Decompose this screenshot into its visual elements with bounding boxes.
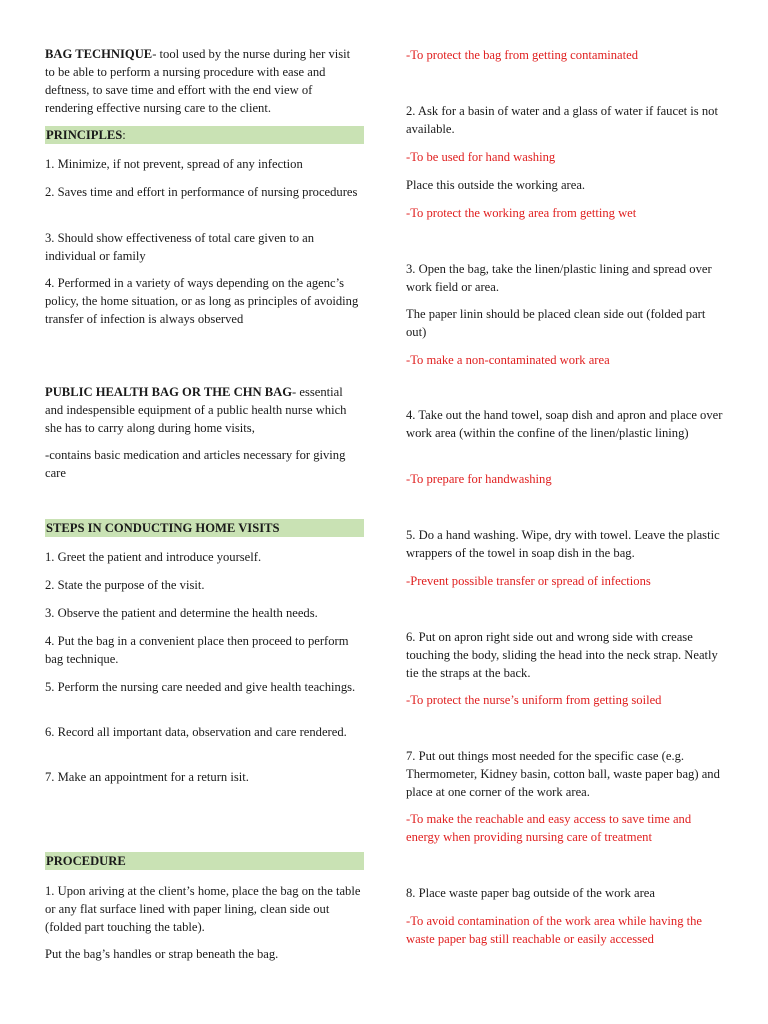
rationale-text: -To protect the working area from getting wet bbox=[406, 206, 637, 220]
step-item: 6. Record all important data, observation and care rendered. bbox=[45, 725, 347, 739]
rationale-text: -To avoid contamination of the work area while having the waste paper bag still reachable or easily accessed bbox=[406, 914, 703, 946]
chn-bag-definition: PUBLIC HEALTH BAG OR THE CHN BAG- essential and indespensible equipment of a public health nurse which she has to carry along during home visits, bbox=[45, 385, 347, 435]
principle-item: 3. Should show effectiveness of total care given to an individual or family bbox=[45, 231, 315, 263]
principle-item: 1. Minimize, if not prevent, spread of any infection bbox=[45, 157, 303, 171]
principles-heading: PRINCIPLES: bbox=[45, 126, 364, 144]
rationale-text: -To prepare for handwashing bbox=[406, 472, 552, 486]
procedure-note: Place this outside the working area. bbox=[406, 178, 586, 192]
procedure-step-3: 3. Open the bag, take the linen/plastic lining and spread over work field or area. bbox=[406, 262, 712, 294]
step-item: 4. Put the bag in a convenient place then proceed to perform bag technique. bbox=[45, 634, 349, 666]
step-item: 2. State the purpose of the visit. bbox=[45, 578, 205, 592]
procedure-step-2: 2. Ask for a basin of water and a glass of water if faucet is not available. bbox=[406, 104, 718, 136]
steps-heading: STEPS IN CONDUCTING HOME VISITS bbox=[45, 519, 364, 537]
bag-technique-term: BAG TECHNIQUE bbox=[45, 47, 153, 61]
procedure-step-1-note: Put the bag’s handles or strap beneath the bag. bbox=[45, 947, 279, 961]
chn-bag-contents: -contains basic medication and articles necessary for giving care bbox=[45, 448, 346, 480]
procedure-step-4: 4. Take out the hand towel, soap dish and apron and place over work area (within the confine of the linen/plastic lining) bbox=[406, 408, 723, 440]
principle-item: 4. Performed in a variety of ways depending on the agenc’s policy, the home situation, or as long as principles of avoiding transfer of infection is always observed bbox=[45, 276, 359, 326]
step-item: 7. Make an appointment for a return isit. bbox=[45, 770, 249, 784]
procedure-step-5: 5. Do a hand washing. Wipe, dry with towel. Leave the plastic wrappers of the towel in soap dish in the bag. bbox=[406, 528, 720, 560]
rationale-text: -To protect the nurse’s uniform from getting soiled bbox=[406, 693, 662, 707]
procedure-step-6: 6. Put on apron right side out and wrong side with crease touching the body, sliding the head into the neck strap. Neatly tie the straps at the back. bbox=[406, 630, 718, 680]
procedure-step-1: 1. Upon ariving at the client’s home, place the bag on the table or any flat surface lined with paper lining, clean side out (folded part touching the table). bbox=[45, 884, 361, 934]
rationale-text: -To protect the bag from getting contaminated bbox=[406, 48, 639, 62]
principle-item: 2. Saves time and effort in performance of nursing procedures bbox=[45, 185, 358, 199]
rationale-text: -To make a non-contaminated work area bbox=[406, 353, 610, 367]
chn-bag-term: PUBLIC HEALTH BAG OR THE CHN BAG bbox=[45, 385, 293, 399]
step-item: 1. Greet the patient and introduce yourself. bbox=[45, 550, 262, 564]
procedure-step-8: 8. Place waste paper bag outside of the work area bbox=[406, 886, 655, 900]
rationale-text: -To be used for hand washing bbox=[406, 150, 556, 164]
step-item: 3. Observe the patient and determine the health needs. bbox=[45, 606, 318, 620]
rationale-text: -Prevent possible transfer or spread of infections bbox=[406, 574, 651, 588]
bag-technique-definition: BAG TECHNIQUE- tool used by the nurse during her visit to be able to perform a nursing procedure with ease and deftness, to save time and effort with the end view of rendering effective nursing care to the client. bbox=[45, 47, 351, 115]
procedure-step-7: 7. Put out things most needed for the specific case (e.g. Thermometer, Kidney basin, cotton ball, waste paper bag) and place at one corner of the work area. bbox=[406, 749, 720, 799]
step-item: 5. Perform the nursing care needed and give health teachings. bbox=[45, 680, 356, 694]
procedure-note: The paper linin should be placed clean side out (folded part out) bbox=[406, 307, 706, 339]
rationale-text: -To make the reachable and easy access to save time and energy when providing nursing care of treatment bbox=[406, 812, 692, 844]
procedure-heading: PROCEDURE bbox=[45, 852, 364, 870]
